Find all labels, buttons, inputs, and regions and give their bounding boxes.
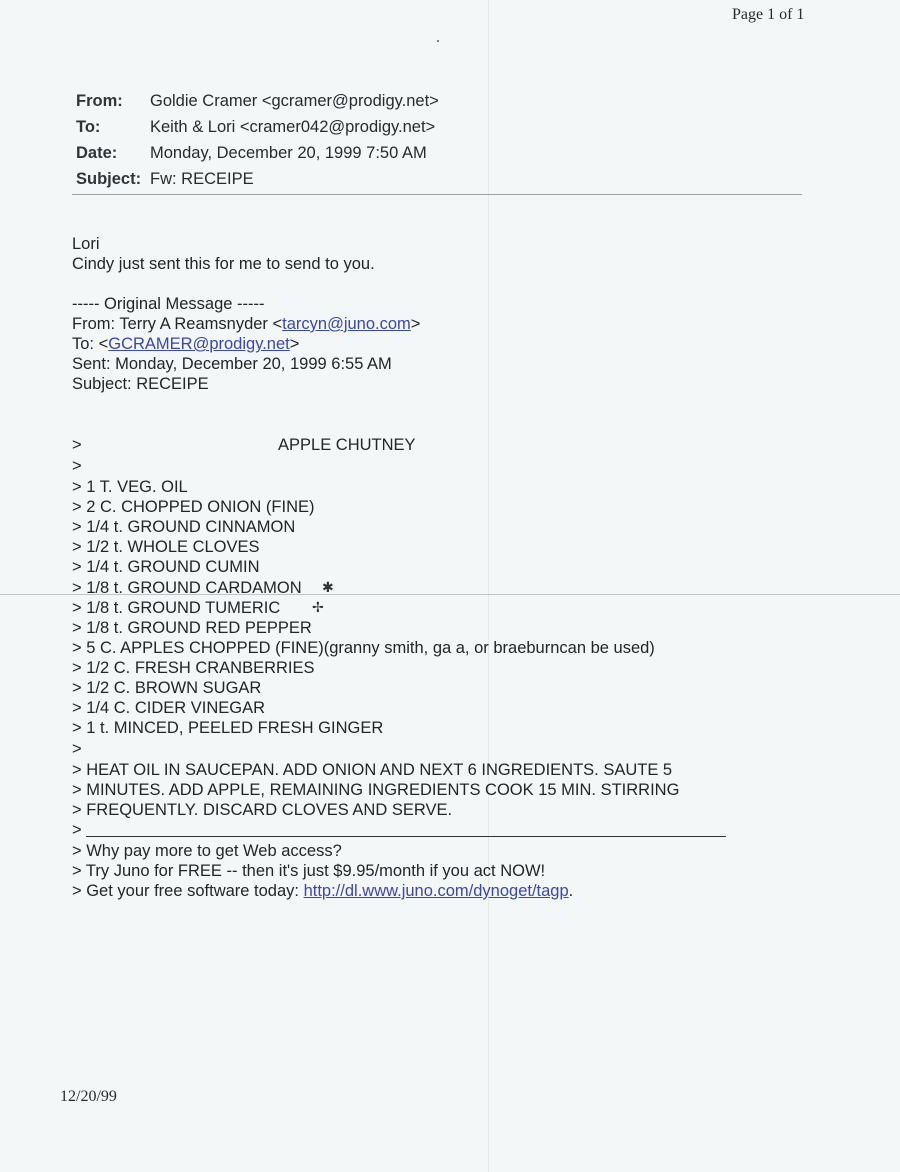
ingredient-line: > 1/8 t. GROUND CARDAMON: [72, 579, 302, 597]
ingredient-line: > 1/4 t. GROUND CUMIN: [72, 558, 260, 576]
original-from: From: Terry A Reamsnyder <tarcyn@juno.com>: [72, 315, 421, 333]
original-to: To: <GCRAMER@prodigy.net>: [72, 335, 300, 353]
ad-line: > Try Juno for FREE -- then it's just $9.95/month if you act NOW!: [72, 862, 546, 880]
ad-line-link: > Get your free software today: http://dl.www.juno.com/dynoget/tagp.: [72, 882, 574, 900]
original-message-divider: ----- Original Message -----: [72, 295, 265, 313]
page-number: Page 1 of 1: [732, 6, 805, 23]
header-from-label: From:: [76, 92, 123, 110]
paper-fold-vertical: [488, 0, 489, 1172]
ingredient-line: > 1/4 C. CIDER VINEGAR: [72, 699, 266, 717]
ingredient-line: > 1/8 t. GROUND TUMERIC: [72, 599, 281, 617]
ingredient-line: > 1/2 C. FRESH CRANBERRIES: [72, 659, 315, 677]
ingredient-line: > 1/2 t. WHOLE CLOVES: [72, 538, 260, 556]
greeting: Lori: [72, 235, 100, 253]
signature-rule: [86, 836, 726, 837]
original-to-email-link[interactable]: GCRAMER@prodigy.net: [108, 335, 290, 353]
original-sent: Sent: Monday, December 20, 1999 6:55 AM: [72, 355, 392, 373]
handwritten-star-mark: ✱: [322, 579, 334, 595]
ingredient-line: > 1 t. MINCED, PEELED FRESH GINGER: [72, 719, 384, 737]
instruction-line: > FREQUENTLY. DISCARD CLOVES AND SERVE.: [72, 801, 453, 819]
header-subject-label: Subject:: [76, 170, 142, 188]
header-to-label: To:: [76, 118, 101, 136]
intro-text: Cindy just sent this for me to send to you.: [72, 255, 375, 273]
instruction-line: > MINUTES. ADD APPLE, REMAINING INGREDIENTS COOK 15 MIN. STIRRING: [72, 781, 680, 799]
instruction-line: > HEAT OIL IN SAUCEPAN. ADD ONION AND NEXT 6 INGREDIENTS. SAUTE 5: [72, 761, 673, 779]
recipe-title-line: > APPLE CHUTNEY: [72, 436, 416, 454]
ingredient-line: > 1/8 t. GROUND RED PEPPER: [72, 619, 312, 637]
ingredient-line: > 1/2 C. BROWN SUGAR: [72, 679, 262, 697]
header-to-value: Keith & Lori <cramer042@prodigy.net>: [150, 118, 436, 136]
ingredient-line: > 1 T. VEG. OIL: [72, 478, 188, 496]
signature-rule-line: >: [72, 820, 726, 840]
header-date-value: Monday, December 20, 1999 7:50 AM: [150, 144, 427, 162]
original-from-email-link[interactable]: tarcyn@juno.com: [282, 315, 411, 333]
header-subject-value: Fw: RECEIPE: [150, 170, 254, 188]
header-from-value: Goldie Cramer <gcramer@prodigy.net>: [150, 92, 439, 110]
quote-blank-line: >: [72, 457, 82, 475]
handwritten-star-mark: ✢: [312, 599, 324, 615]
ingredient-line: > 1/4 t. GROUND CINNAMON: [72, 518, 296, 536]
juno-download-link[interactable]: http://dl.www.juno.com/dynoget/tagp: [303, 882, 569, 900]
print-date: 12/20/99: [60, 1088, 117, 1105]
header-divider: [72, 194, 802, 195]
ingredient-line: > 5 C. APPLES CHOPPED (FINE)(granny smith, ga a, or braeburncan be used): [72, 639, 655, 657]
speck: [437, 40, 439, 42]
original-subject: Subject: RECEIPE: [72, 375, 209, 393]
ingredient-line: > 2 C. CHOPPED ONION (FINE): [72, 498, 315, 516]
quote-blank-line: >: [72, 740, 82, 758]
recipe-title: APPLE CHUTNEY: [278, 436, 416, 454]
ad-line: > Why pay more to get Web access?: [72, 842, 342, 860]
header-date-label: Date:: [76, 144, 118, 162]
